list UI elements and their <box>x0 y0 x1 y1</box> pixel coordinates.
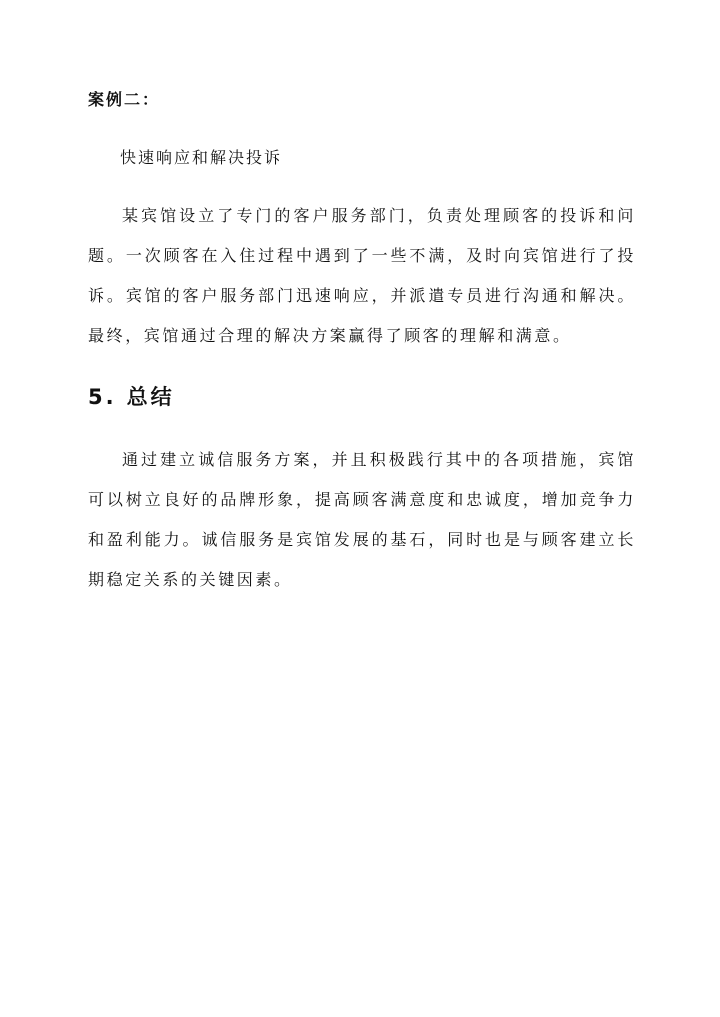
section-heading-summary <box>88 382 636 412</box>
section-number: 5. <box>88 385 117 409</box>
case-paragraph: 某宾馆设立了专门的客户服务部门，负责处理顾客的投诉和问题。一次顾客在入住过程中遇到了一些不满，及时向宾馆进行了投诉。宾馆的客户服务部门迅速响应，并派遣专员进行沟通和解决。最终，宾馆通过合理的解决方案赢得了顾客的理解和满意。 <box>88 206 636 345</box>
case-subheading: 快速响应和解决投诉 <box>120 148 283 167</box>
document-content <box>88 88 636 600</box>
section-title: 总结 <box>126 385 175 409</box>
summary-paragraph: 通过建立诚信服务方案，并且积极践行其中的各项措施，宾馆可以树立良好的品牌形象，提高顾客满意度和忠诚度，增加竞争力和盈利能力。诚信服务是宾馆发展的基石，同时也是与顾客建立长期稳定关系的关键因素。 <box>88 450 636 589</box>
case-heading: 案例二： <box>88 90 161 109</box>
